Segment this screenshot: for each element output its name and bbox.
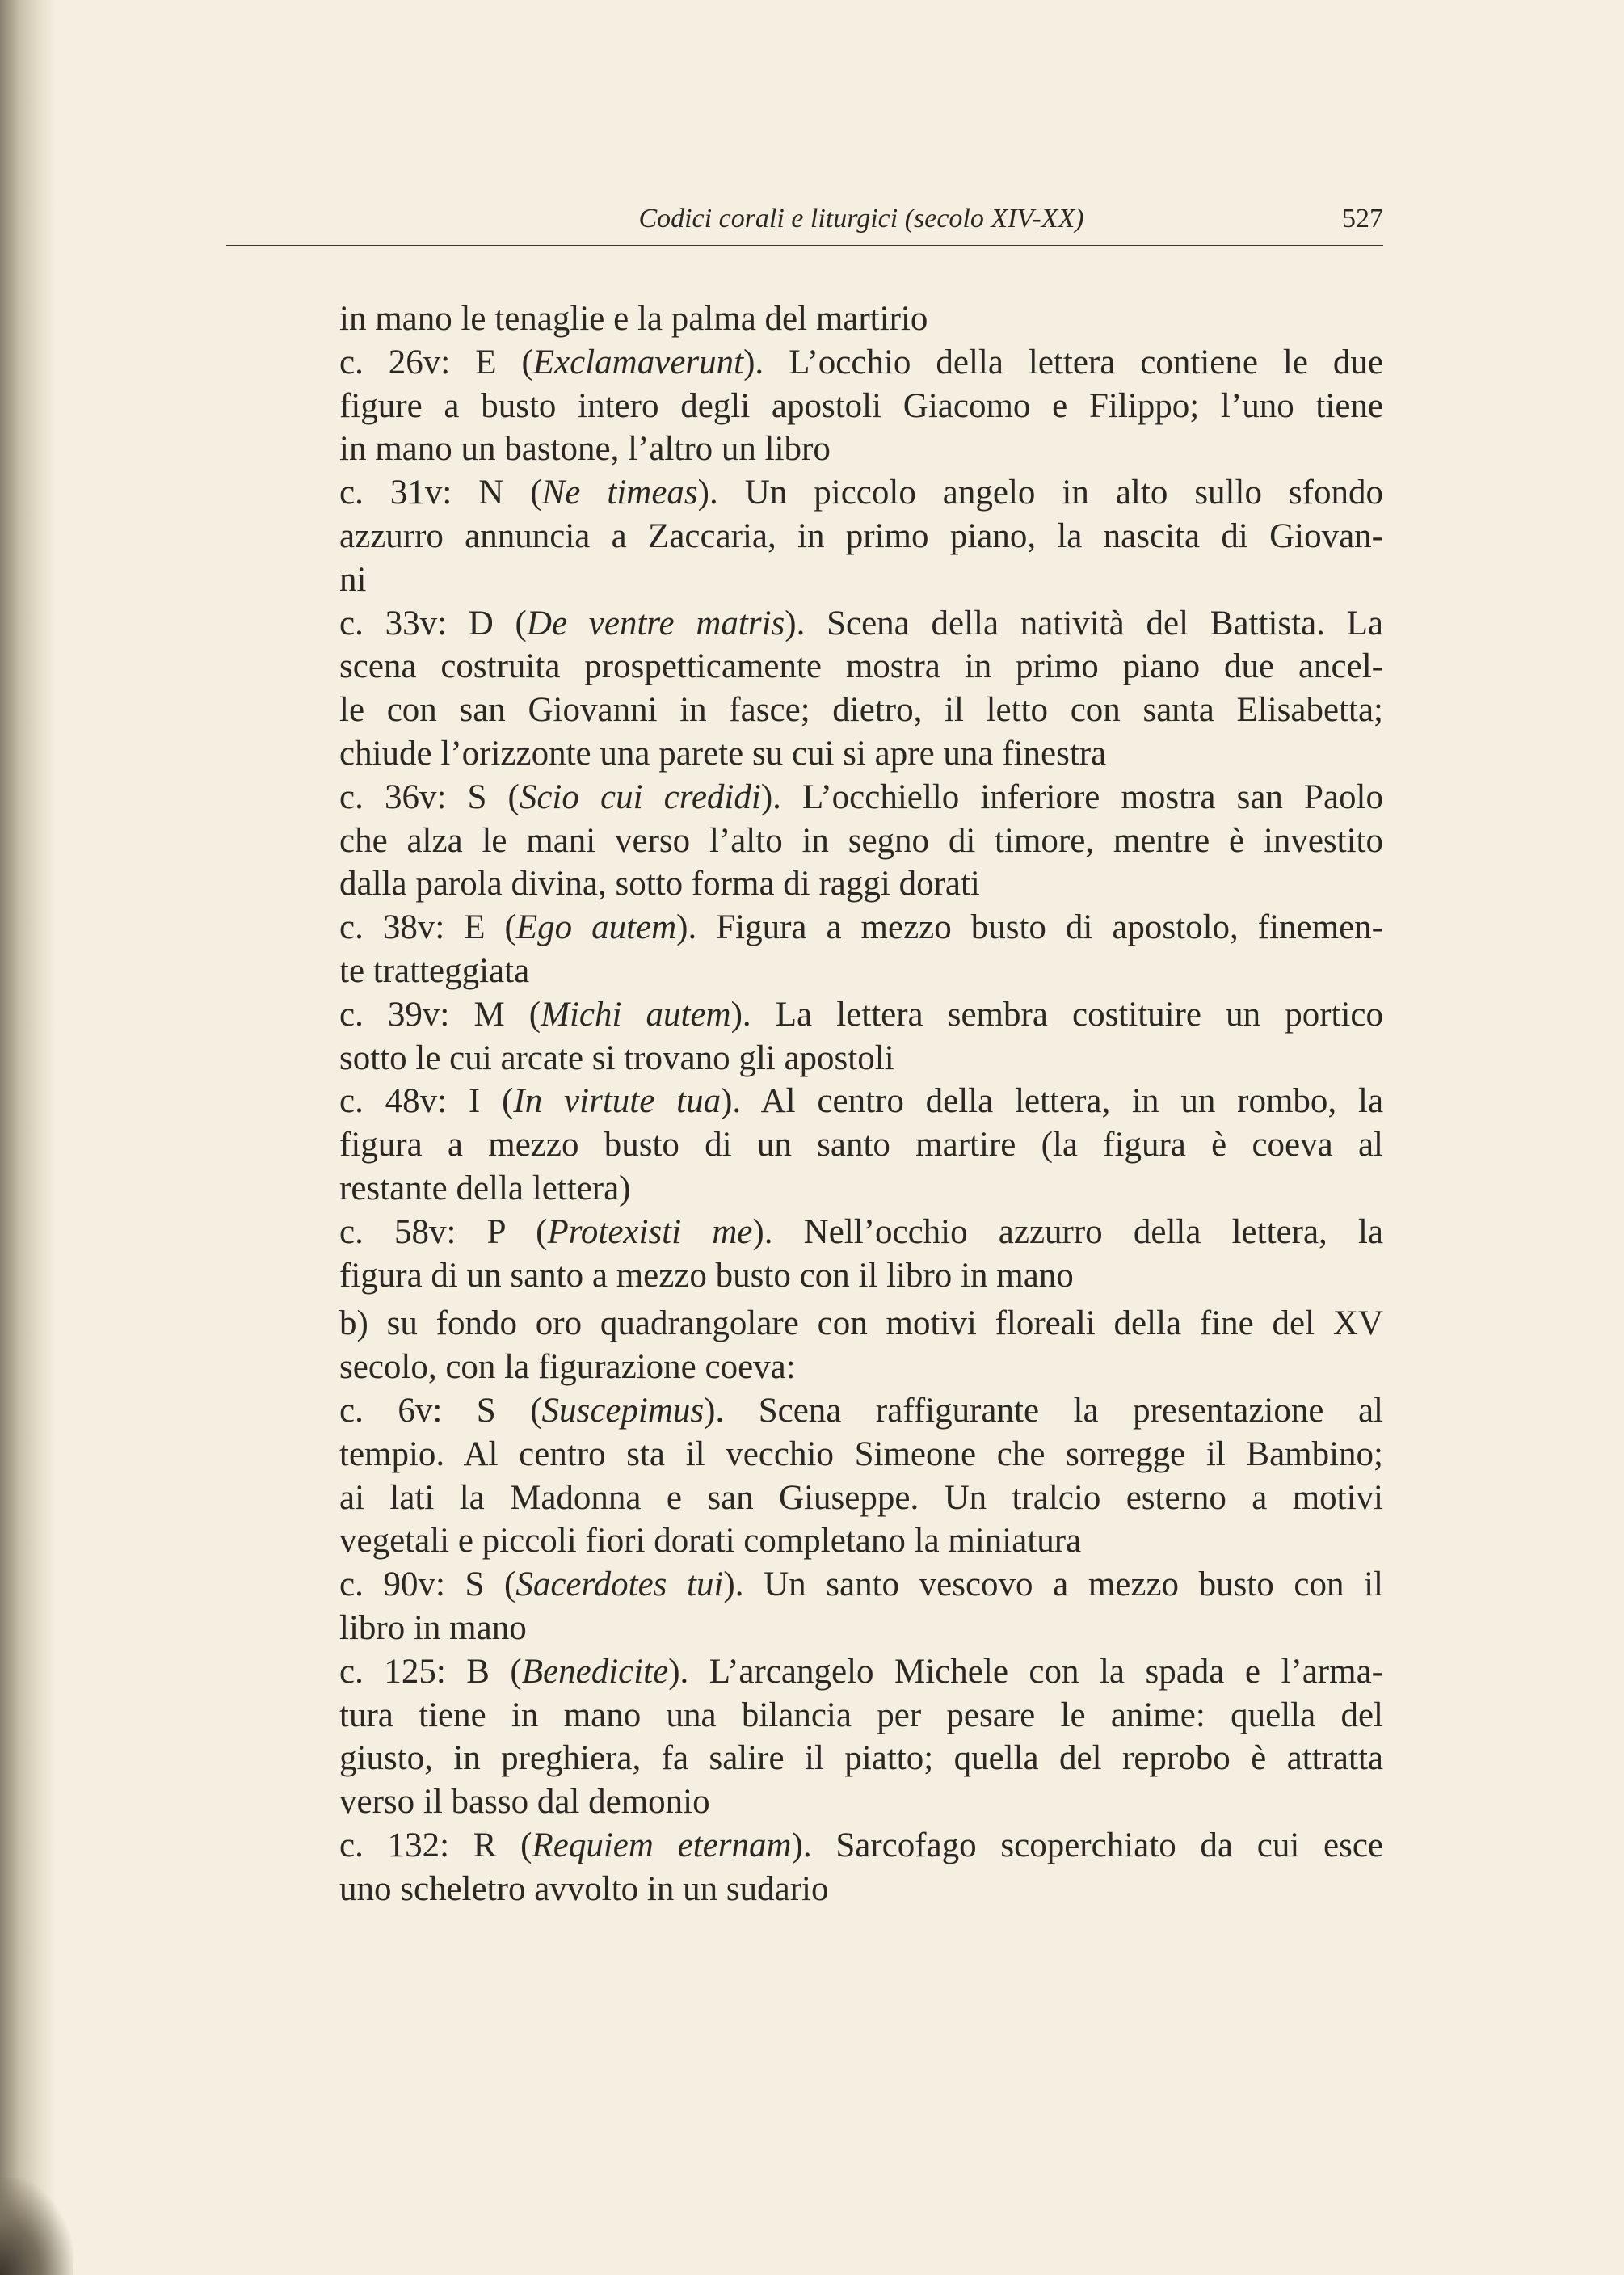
text-run: figure a busto intero degli apostoli Giacomo e Filippo; l’uno tiene xyxy=(339,386,1383,425)
text-line xyxy=(339,1650,1383,1694)
text-line xyxy=(339,1607,1383,1650)
text-run: tura tiene in mano una bilancia per pesare le anime: quella del xyxy=(339,1696,1383,1734)
text-run: ). Un piccolo angelo in alto sullo sfondo xyxy=(697,474,1383,512)
text-run: ). L’arcangelo Michele con la spada e l’arma- xyxy=(668,1652,1383,1691)
text-line xyxy=(339,950,1383,993)
text-run: figura di un santo a mezzo busto con il libro in mano xyxy=(339,1256,1074,1295)
header-rule xyxy=(226,245,1383,246)
text-line xyxy=(339,341,1383,385)
text-line xyxy=(339,1563,1383,1607)
text-run: ). Figura a mezzo busto di apostolo, finemen- xyxy=(676,908,1383,947)
text-line xyxy=(339,1780,1383,1824)
text-run: le con san Giovanni in fasce; dietro, il letto con santa Elisabetta; xyxy=(339,691,1383,730)
text-line xyxy=(339,819,1383,863)
text-run: c. 58v: P ( xyxy=(339,1212,548,1251)
text-line xyxy=(339,1167,1383,1211)
paragraph xyxy=(339,1389,1383,1563)
text-run: c. 125: B ( xyxy=(339,1652,522,1691)
paragraph xyxy=(339,776,1383,906)
text-run: ). Scena della natività del Battista. La xyxy=(785,604,1383,642)
paragraph xyxy=(339,993,1383,1081)
text-line xyxy=(339,1477,1383,1520)
text-run: ). L’occhio della lettera contiene le due xyxy=(743,343,1384,381)
text-run: verso il basso dal demonio xyxy=(339,1783,710,1822)
text-line xyxy=(339,732,1383,776)
text-run: vegetali e piccoli fiori dorati completano la miniatura xyxy=(339,1522,1082,1561)
paragraph xyxy=(339,297,1383,341)
text-run: azzurro annuncia a Zaccaria, in primo piano, la nascita di Giovan- xyxy=(339,516,1383,555)
paragraph xyxy=(339,1650,1383,1824)
paragraph xyxy=(339,1080,1383,1210)
text-run: ai lati la Madonna e san Giuseppe. Un tralcio esterno a motivi xyxy=(339,1478,1383,1517)
text-run: ). Nell’occhio azzurro della lettera, la xyxy=(752,1212,1383,1251)
text-run: ). L’occhiello inferiore mostra san Paolo xyxy=(760,777,1383,816)
text-run: tempio. Al centro sta il vecchio Simeone che sorregge il Bambino; xyxy=(339,1435,1383,1473)
text-run: dalla parola divina, sotto forma di raggi dorati xyxy=(339,865,980,904)
text-line xyxy=(339,645,1383,689)
text-run: in mano un bastone, l’altro un libro xyxy=(339,430,831,469)
italic-incipit: De ventre matris xyxy=(526,604,785,642)
italic-incipit: Benedicite xyxy=(521,1652,669,1691)
text-run: c. 31v: N ( xyxy=(339,474,542,512)
text-run: ni xyxy=(339,560,367,599)
text-run: sotto le cui arcate si trovano gli apostoli xyxy=(339,1038,894,1077)
text-line xyxy=(339,1868,1383,1911)
text-line xyxy=(339,689,1383,732)
text-line xyxy=(339,1519,1383,1563)
text-run: che alza le mani verso l’alto in segno di timore, mentre è investito xyxy=(339,821,1383,860)
text-line xyxy=(339,1211,1383,1254)
text-line xyxy=(339,1824,1383,1868)
text-run: ). Un santo vescovo a mezzo busto con il xyxy=(723,1565,1383,1604)
text-line xyxy=(339,776,1383,819)
text-run: secolo, con la figurazione coeva: xyxy=(339,1348,796,1387)
paragraph xyxy=(339,471,1383,601)
text-line xyxy=(339,1737,1383,1780)
text-line xyxy=(339,297,1383,341)
text-run: in mano le tenaglie e la palma del martirio xyxy=(339,300,928,338)
book-spine-shadow xyxy=(0,0,57,2275)
text-run: ). Al centro della lettera, in un rombo, la xyxy=(721,1082,1384,1121)
paragraph xyxy=(339,906,1383,993)
text-line xyxy=(339,602,1383,646)
text-line xyxy=(339,1346,1383,1389)
text-run: chiude l’orizzonte una parete su cui si apre una finestra xyxy=(339,734,1107,773)
text-line xyxy=(339,1080,1383,1123)
paragraph xyxy=(339,602,1383,776)
italic-incipit: Exclamaverunt xyxy=(532,343,744,381)
text-line xyxy=(339,993,1383,1037)
italic-incipit: Requiem eternam xyxy=(532,1826,792,1864)
text-run: c. 39v: M ( xyxy=(339,995,541,1034)
text-run: libro in mano xyxy=(339,1608,527,1647)
text-line xyxy=(339,862,1383,906)
text-run: c. 48v: I ( xyxy=(339,1082,514,1121)
running-head-title: Codici corali e liturgici (secolo XIV-XX) xyxy=(638,204,1084,234)
italic-incipit: In virtute tua xyxy=(513,1082,722,1121)
text-line xyxy=(339,385,1383,428)
paragraph xyxy=(339,1302,1383,1389)
text-line xyxy=(339,1123,1383,1167)
scan-corner-shadow xyxy=(0,2178,73,2275)
text-run: c. 26v: E ( xyxy=(339,343,533,381)
italic-incipit: Michi autem xyxy=(541,995,731,1034)
text-run: ). La lettera sembra costituire un portico xyxy=(730,995,1383,1034)
italic-incipit: Ego autem xyxy=(515,908,677,947)
text-line xyxy=(339,558,1383,602)
italic-incipit: Suscepimus xyxy=(541,1391,705,1430)
body-text xyxy=(339,297,1383,1911)
text-run: figura a mezzo busto di un santo martire (la figura è coeva al xyxy=(339,1126,1383,1165)
text-run: ). Sarcofago scoperchiato da cui esce xyxy=(791,1826,1383,1864)
text-run: c. 90v: S ( xyxy=(339,1565,516,1604)
text-line xyxy=(339,471,1383,515)
text-line xyxy=(339,1037,1383,1081)
text-line xyxy=(339,515,1383,558)
paragraph xyxy=(339,1211,1383,1298)
text-line xyxy=(339,1694,1383,1738)
text-line xyxy=(339,1254,1383,1298)
running-head xyxy=(226,204,1383,239)
paragraph xyxy=(339,1824,1383,1911)
text-run: ). Scena raffigurante la presentazione al xyxy=(704,1391,1383,1430)
italic-incipit: Ne timeas xyxy=(541,474,698,512)
text-run: c. 36v: S ( xyxy=(339,777,520,816)
paragraph xyxy=(339,1563,1383,1650)
italic-incipit: Scio cui credidi xyxy=(519,777,761,816)
text-run: scena costruita prospetticamente mostra in primo piano due ancel- xyxy=(339,647,1383,686)
paragraph xyxy=(339,341,1383,471)
text-run: giusto, in preghiera, fa salire il piatto; quella del reprobo è attratta xyxy=(339,1739,1383,1778)
text-run: c. 132: R ( xyxy=(339,1826,532,1864)
text-run: restante della lettera) xyxy=(339,1169,631,1207)
italic-incipit: Protexisti me xyxy=(547,1212,753,1251)
text-run: c. 38v: E ( xyxy=(339,908,516,947)
text-run: c. 33v: D ( xyxy=(339,604,527,642)
text-run: te tratteggiata xyxy=(339,951,530,990)
italic-incipit: Sacerdotes tui xyxy=(515,1565,724,1604)
text-run: b) su fondo oro quadrangolare con motivi floreali della fine del XV xyxy=(339,1304,1383,1343)
text-line xyxy=(339,1389,1383,1433)
text-line xyxy=(339,906,1383,950)
text-line xyxy=(339,1433,1383,1477)
text-run: c. 6v: S ( xyxy=(339,1391,542,1430)
text-run: uno scheletro avvolto in un sudario xyxy=(339,1869,829,1908)
page-number: 527 xyxy=(1342,204,1383,234)
text-line xyxy=(339,1302,1383,1346)
text-line xyxy=(339,428,1383,471)
